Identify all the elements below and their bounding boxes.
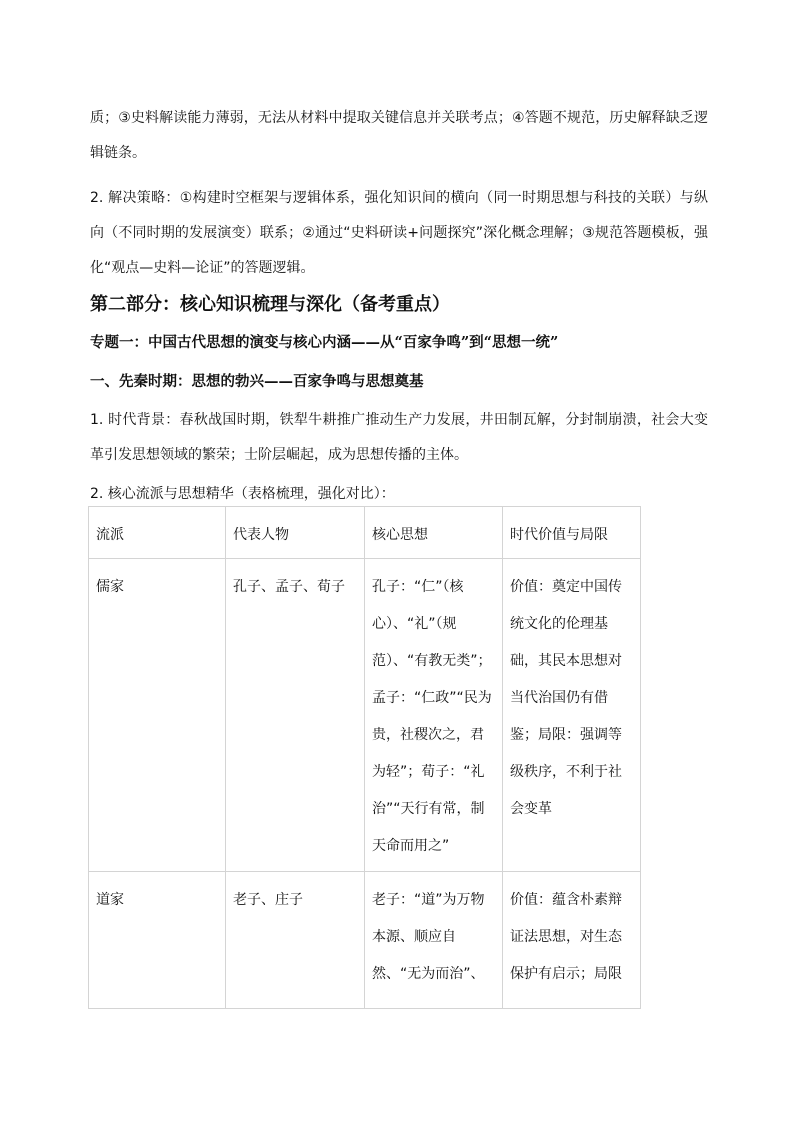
cell-school: 儒家 <box>89 559 226 872</box>
header-value: 时代价值与局限 <box>503 507 641 559</box>
table-row <box>89 872 641 1009</box>
cell-value: 价值：奠定中国传统文化的伦理基础，其民本思想对当代治国仍有借鉴；局限：强调等级秩序，不利于社会变革 <box>503 559 641 872</box>
table-row <box>89 559 641 872</box>
header-thought: 核心思想 <box>365 507 503 559</box>
cell-people: 孔子、孟子、荀子 <box>226 559 365 872</box>
cell-school <box>89 872 226 1009</box>
schools-table <box>88 506 641 1009</box>
strategy-paragraph: 2. 解决策略：①构建时空框架与逻辑体系，强化知识间的横向（同一时期思想与科技的关联）与纵向（不同时期的发展演变）联系；②通过“史料研读+问题探究”深化概念理解；③规范答题模板，强化“观点—史料—论证”的答题逻辑。 <box>90 190 708 276</box>
cell-value <box>503 872 641 1009</box>
table-intro: 2. 核心流派与思想精华（表格梳理，强化对比）： <box>90 486 395 502</box>
background-paragraph: 1. 时代背景：春秋战国时期，铁犁牛耕推广推动生产力发展，井田制瓦解，分封制崩溃，社会大变革引发思想领域的繁荣；士阶层崛起，成为思想传播的主体。 <box>90 412 708 463</box>
header-school: 流派 <box>89 507 226 559</box>
cell-people <box>226 872 365 1009</box>
intro-paragraph: 质；③史料解读能力薄弱，无法从材料中提取关键信息并关联考点；④答题不规范，历史解释缺乏逻辑链条。 <box>90 110 708 161</box>
cell-thought: 孔子：“仁”（核心）、“礼”（规范）、“有教无类”；孟子：“仁政”“民为贵，社稷次之，君为轻”；荀子：“礼治”“天行有常，制天命而用之” <box>365 559 503 872</box>
topic-title: 专题一：中国古代思想的演变与核心内涵——从“百家争鸣”到“思想一统” <box>90 334 559 351</box>
section-title: 一、先秦时期：思想的勃兴——百家争鸣与思想奠基 <box>90 373 424 390</box>
table-header-row <box>89 507 641 559</box>
part-title: 第二部分：核心知识梳理与深化（备考重点） <box>90 294 450 315</box>
cell-text: 道家 <box>96 892 124 908</box>
cell-thought <box>365 872 503 1009</box>
cell-text: 老子、庄子 <box>233 892 303 908</box>
header-people: 代表人物 <box>226 507 365 559</box>
cell-text: 价值：蕴含朴素辩证法思想，对生态保护有启示；局限 <box>510 892 622 982</box>
cell-text: 老子：“道”为万物本源、顺应自然、“无为而治”、 <box>372 892 485 982</box>
